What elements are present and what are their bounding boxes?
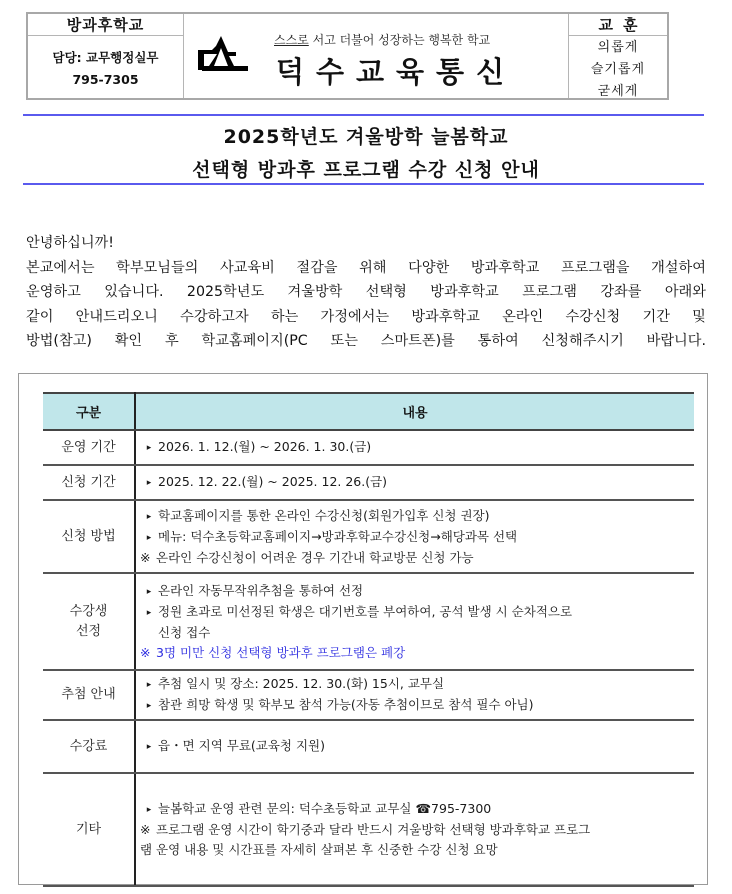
bullet-item (140, 581, 694, 602)
word: 프로그램을 (560, 259, 630, 276)
school-motto-list (569, 36, 667, 99)
item-text: 추첨 일시 및 장소: 2025. 12. 30.(화) 15시, 교무실 (158, 676, 445, 691)
school-slogan (274, 31, 490, 48)
word: 방과후학교 (411, 308, 480, 325)
row-category (43, 573, 135, 670)
item-text: 정원 초과로 미선정된 학생은 대기번호를 부여하여, 공석 발생 시 순차적으로 (158, 603, 573, 619)
table-row-application-method (43, 500, 694, 573)
word: 가정에서는 (320, 308, 390, 325)
word: 개설하여 (651, 259, 706, 276)
bullet-triangle-icon: ▸ (146, 680, 152, 690)
word: 아래와 (664, 284, 706, 300)
contact-phone: 795-7305 (72, 71, 139, 87)
word: 방과후학교 (470, 259, 540, 276)
word: 겨울방학 (287, 284, 343, 300)
row-content (135, 773, 694, 886)
contact-label: 담당: 교무행정실무 (52, 49, 159, 65)
table-row-student-selection (43, 573, 694, 670)
item-text: 프로그램 운영 시간이 학기중과 달라 반드시 겨울방학 선택형 방과후학교 프로그 (156, 822, 591, 837)
table-row-application-period (43, 465, 694, 500)
row-category: 신청 기간 (43, 465, 135, 500)
row-content (135, 670, 694, 720)
word: 2025학년도 (186, 284, 265, 300)
word: 스마트폰)를 (380, 333, 455, 349)
word: 위해 (359, 259, 387, 276)
school-mountain-logo-icon (192, 34, 248, 72)
reference-mark-icon: ※ (140, 822, 151, 837)
word: 사교육비 (219, 259, 275, 276)
item-text: 2026. 1. 12.(월) ~ 2026. 1. 30.(금) (158, 439, 372, 454)
row-content (135, 430, 694, 465)
word: 수강신청 (565, 308, 621, 325)
item-text: 참관 희망 학생 및 학부모 참석 가능(자동 추첨이므로 참석 필수 아님) (158, 697, 534, 712)
bullet-triangle-icon: ▸ (146, 607, 152, 618)
word: 또는 (330, 333, 358, 349)
word: 본교에서는 (26, 259, 95, 276)
bullet-item (140, 602, 694, 623)
item-text: 온라인 수강신청이 어려운 경우 기간내 학교방문 신청 가능 (156, 549, 474, 565)
newsletter-header (26, 12, 669, 100)
row-content (135, 500, 694, 573)
greeting: 안녕하십니까! (26, 235, 114, 251)
contact-info (28, 36, 183, 98)
note-item-highlight (140, 643, 694, 663)
intro-line (26, 256, 706, 281)
header-department-box (28, 14, 184, 98)
word: 방법(참고) (26, 333, 92, 349)
word: 안내드리오니 (75, 308, 158, 325)
bullet-item (140, 472, 694, 493)
word: 바랍니다. (646, 333, 706, 349)
word: 기간 (642, 308, 670, 325)
masthead-title: 덕수교육통신 (276, 55, 517, 89)
bullet-item (140, 674, 694, 695)
word: 같이 (26, 308, 54, 325)
item-text: 학교홈페이지를 통한 온라인 수강신청(회원가입후 신청 권장) (158, 507, 490, 523)
reference-mark-icon: ※ (140, 549, 151, 565)
column-header-category: 구분 (43, 393, 135, 430)
word: 운영하고 (26, 284, 81, 300)
word: 있습니다. (104, 284, 164, 300)
row-category: 기타 (43, 773, 135, 886)
row-content (135, 720, 694, 773)
bullet-item (140, 799, 694, 820)
slogan-underlined: 스스로 (274, 33, 309, 47)
item-text: 읍・면 지역 무료(교육청 지원) (158, 738, 325, 753)
bullet-item (140, 695, 694, 716)
table-row-tuition (43, 720, 694, 773)
program-info-table (43, 392, 694, 887)
word: 및 (692, 308, 706, 325)
department-title: 방과후학교 (28, 14, 183, 36)
word: 학교홈페이지(PC (201, 333, 308, 349)
word: 강좌를 (600, 284, 642, 300)
word: 선택형 (365, 284, 407, 300)
bullet-triangle-icon: ▸ (146, 443, 152, 453)
word: 학부모님들의 (116, 259, 199, 276)
row-category: 신청 방법 (43, 500, 135, 573)
bullet-triangle-icon: ▸ (146, 805, 152, 815)
bullet-triangle-icon: ▸ (146, 478, 152, 488)
word: 절감을 (296, 259, 338, 276)
item-text: 2025. 12. 22.(월) ~ 2025. 12. 26.(금) (158, 474, 388, 489)
word: 수강하고자 (180, 308, 249, 325)
bullet-item (140, 527, 694, 548)
category-line: 선정 (75, 623, 102, 639)
title-top-rule (23, 114, 704, 116)
title-bottom-rule (23, 183, 704, 185)
item-text: 3명 미만 신청 선택형 방과후 프로그램은 폐강 (156, 644, 406, 660)
word: 온라인 (502, 308, 544, 325)
word: 통하여 (477, 333, 519, 349)
continuation-line: 신청 접수 (158, 624, 211, 640)
intro-line (26, 280, 706, 305)
word: 프로그램 (522, 284, 577, 300)
word: 신청해주시기 (541, 333, 624, 349)
row-category: 추첨 안내 (43, 670, 135, 720)
header-school-motto-box (569, 14, 667, 98)
school-motto-item: 의롭게 (597, 40, 639, 55)
row-category: 운영 기간 (43, 430, 135, 465)
table-row-etc (43, 773, 694, 886)
row-content (135, 465, 694, 500)
category-line: 수강생 (69, 603, 108, 619)
slogan-rest: 서고 더불어 성장하는 행복한 학교 (308, 33, 491, 47)
table-header-row (43, 393, 694, 430)
table-row-lottery-info (43, 670, 694, 720)
bullet-item (140, 437, 694, 458)
word: 후 (164, 333, 179, 349)
bullet-triangle-icon: ▸ (146, 532, 152, 543)
item-text: 메뉴: 덕수초등학교홈페이지→방과후학교수강신청→해당과목 선택 (158, 528, 518, 544)
item-text: 온라인 자동무작위추첨을 통하여 선정 (158, 582, 364, 598)
word: 하는 (270, 308, 299, 325)
table-row-operation-period (43, 430, 694, 465)
row-category: 수강료 (43, 720, 135, 773)
word: 확인 (114, 333, 143, 349)
note-item (140, 548, 694, 568)
intro-line (26, 305, 706, 330)
bullet-triangle-icon: ▸ (146, 742, 152, 752)
reference-mark-icon: ※ (140, 644, 151, 660)
document-title-line-1: 2025학년도 겨울방학 늘봄학교 (223, 126, 509, 148)
word: 방과후학교 (430, 284, 499, 300)
row-content (135, 573, 694, 670)
header-masthead-box (184, 14, 569, 98)
school-motto-title: 교훈 (569, 14, 667, 36)
column-header-content: 내용 (135, 393, 694, 430)
bullet-item (140, 506, 694, 527)
bullet-triangle-icon: ▸ (146, 701, 152, 711)
school-motto-item: 굳세게 (597, 84, 639, 99)
continuation-line: 램 운영 내용 및 시간표를 자세히 살펴본 후 신중한 수강 신청 요망 (140, 842, 498, 857)
school-motto-item: 슬기롭게 (590, 62, 646, 77)
item-text: 늘봄학교 운영 관련 문의: 덕수초등학교 교무실 ☎795-7300 (158, 801, 492, 816)
word: 다양한 (408, 259, 450, 276)
bullet-triangle-icon: ▸ (146, 586, 152, 597)
bullet-item (140, 736, 694, 757)
note-item (140, 820, 694, 840)
intro-line (26, 329, 706, 354)
intro-paragraph (26, 231, 706, 354)
document-title-line-2: 선택형 방과후 프로그램 수강 신청 안내 (192, 159, 540, 181)
bullet-triangle-icon: ▸ (146, 511, 152, 522)
